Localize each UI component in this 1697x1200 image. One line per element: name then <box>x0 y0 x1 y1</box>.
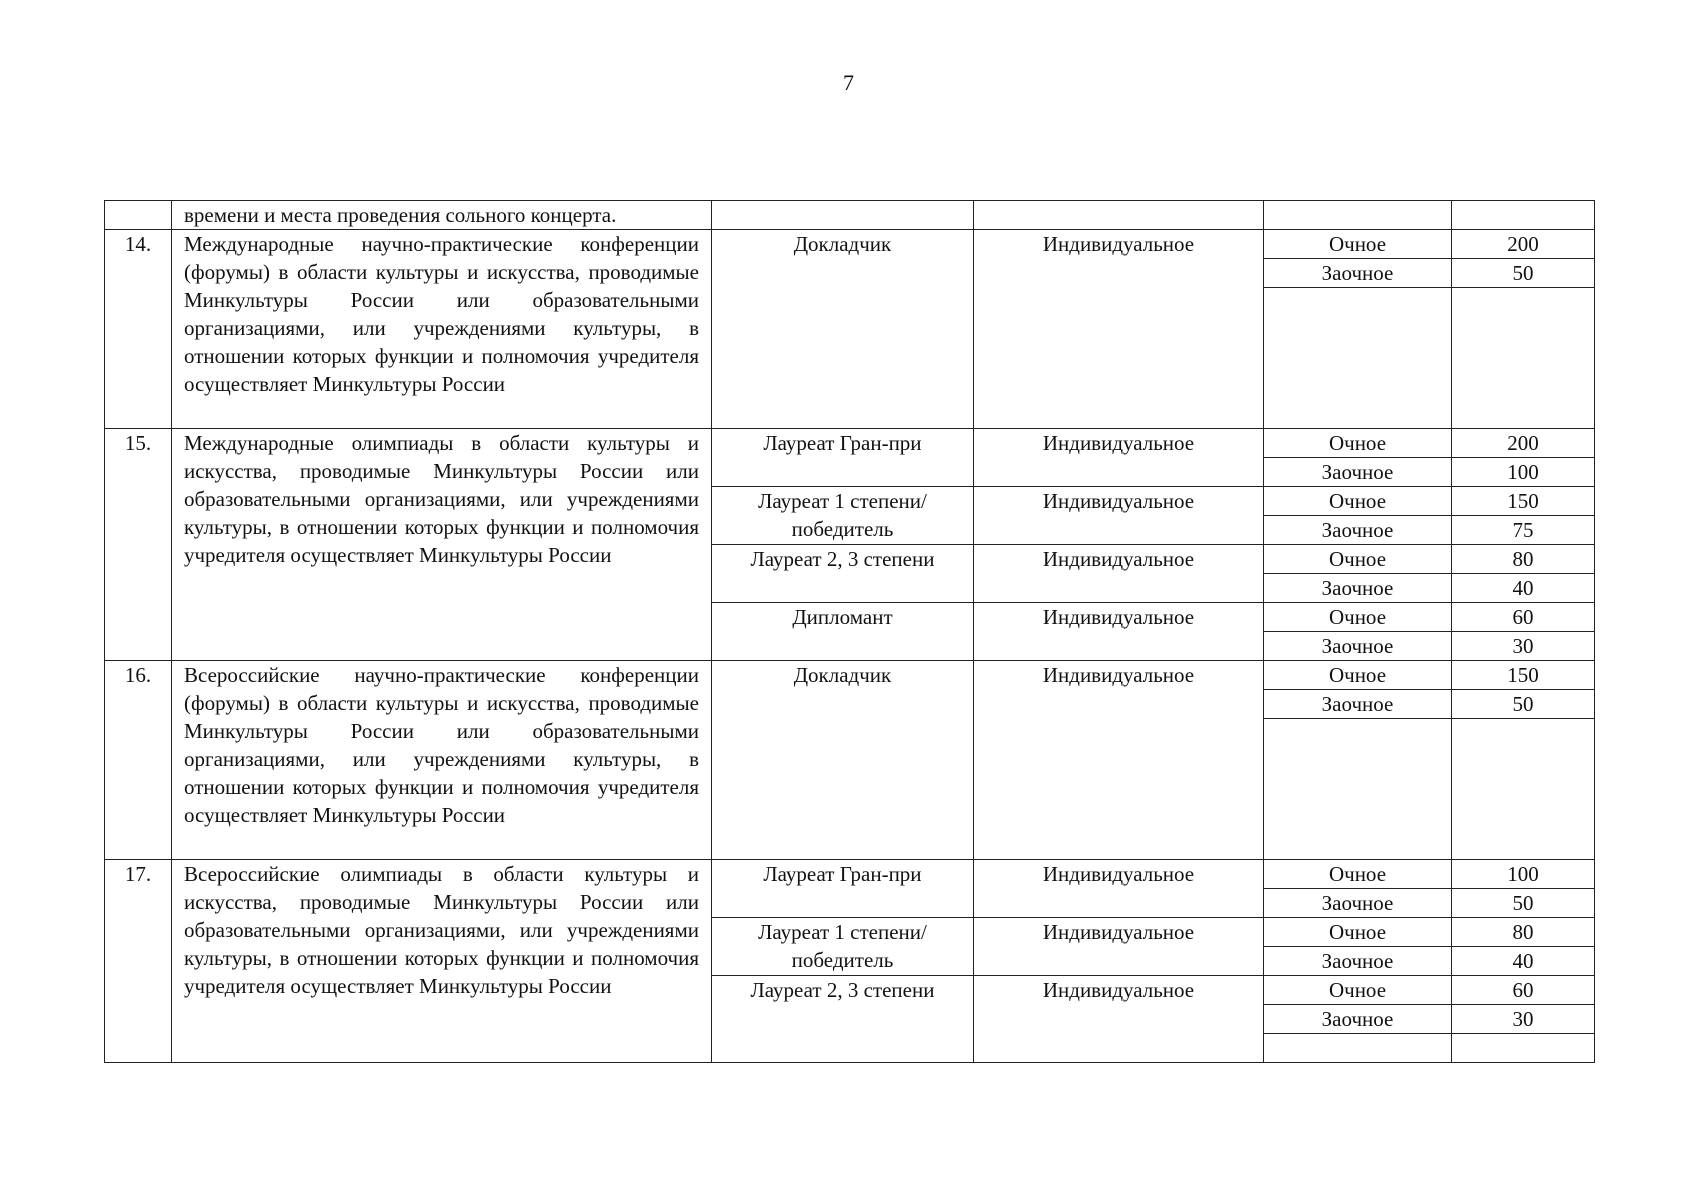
participation-form: Заочное <box>1264 574 1452 603</box>
participant-role: Лауреат Гран-при <box>712 429 974 487</box>
score-value: 50 <box>1452 690 1595 719</box>
score-value: 60 <box>1452 603 1595 632</box>
score-filler-cell <box>1452 288 1595 429</box>
score-value: 100 <box>1452 860 1595 889</box>
score-value: 40 <box>1452 574 1595 603</box>
form-filler-cell <box>1264 288 1452 429</box>
score-value: 100 <box>1452 458 1595 487</box>
participation-form: Очное <box>1264 661 1452 690</box>
carry-over-empty-cell <box>712 201 974 230</box>
form-filler-cell <box>1264 1034 1452 1063</box>
participation-form: Очное <box>1264 603 1452 632</box>
carry-over-empty-cell <box>974 201 1264 230</box>
carry-over-num-cell <box>105 201 172 230</box>
participation-form: Заочное <box>1264 889 1452 918</box>
participation-type: Индивидуальное <box>974 603 1264 661</box>
participation-type: Индивидуальное <box>974 487 1264 545</box>
participation-form: Очное <box>1264 429 1452 458</box>
participation-type: Индивидуальное <box>974 230 1264 429</box>
participation-form: Заочное <box>1264 516 1452 545</box>
page-number: 7 <box>843 70 854 95</box>
participation-type: Индивидуальное <box>974 860 1264 918</box>
score-value: 150 <box>1452 661 1595 690</box>
row-number: 17. <box>105 860 172 1063</box>
row-description <box>172 860 712 1063</box>
participation-form: Очное <box>1264 545 1452 574</box>
participation-type: Индивидуальное <box>974 976 1264 1063</box>
participation-form: Заочное <box>1264 947 1452 976</box>
carry-over-text: времени и места проведения сольного концерта. <box>172 201 712 230</box>
score-value: 200 <box>1452 429 1595 458</box>
row-number: 16. <box>105 661 172 860</box>
participation-form: Заочное <box>1264 458 1452 487</box>
participation-form: Заочное <box>1264 1005 1452 1034</box>
score-filler-cell <box>1452 1034 1595 1063</box>
carry-over-row <box>105 201 1595 230</box>
participation-type: Индивидуальное <box>974 918 1264 976</box>
participation-form: Очное <box>1264 976 1452 1005</box>
score-value: 50 <box>1452 889 1595 918</box>
participation-type: Индивидуальное <box>974 429 1264 487</box>
row-description-text: Международные олимпиады в области культуры и искусства, проводимые Минкультуры России или образовательными организациями, или учреждениями культуры, в отношении которых функции и полномочия учредителя осуществляет Минкультуры России <box>184 431 699 567</box>
score-value: 200 <box>1452 230 1595 259</box>
participant-role: Лауреат 1 степени/ победитель <box>712 918 974 976</box>
achievements-table <box>104 200 1595 1063</box>
score-filler-cell <box>1452 719 1595 860</box>
participation-type: Индивидуальное <box>974 545 1264 603</box>
score-value: 75 <box>1452 516 1595 545</box>
participation-type: Индивидуальное <box>974 661 1264 860</box>
row-description-text: Всероссийские научно-практические конференции (форумы) в области культуры и искусства, проводимые Минкультуры России или образовательными организациями, или учреждениями культуры, в отношении которых функции и полномочия учредителя осуществляет Минкультуры России <box>184 663 699 827</box>
score-value: 30 <box>1452 1005 1595 1034</box>
participant-role: Дипломант <box>712 603 974 661</box>
row-number: 14. <box>105 230 172 429</box>
participation-form: Очное <box>1264 860 1452 889</box>
carry-over-empty-cell <box>1264 201 1452 230</box>
score-value: 60 <box>1452 976 1595 1005</box>
score-value: 30 <box>1452 632 1595 661</box>
participation-form: Очное <box>1264 918 1452 947</box>
form-filler-cell <box>1264 719 1452 860</box>
participation-form: Очное <box>1264 230 1452 259</box>
row-number: 15. <box>105 429 172 661</box>
row-description <box>172 230 712 429</box>
table-row <box>105 860 1595 889</box>
participant-role: Лауреат 2, 3 степени <box>712 976 974 1063</box>
score-value: 40 <box>1452 947 1595 976</box>
table-row <box>105 230 1595 259</box>
participant-role: Докладчик <box>712 661 974 860</box>
row-description <box>172 661 712 860</box>
score-value: 80 <box>1452 545 1595 574</box>
table-row <box>105 661 1595 690</box>
participant-role: Лауреат 1 степени/ победитель <box>712 487 974 545</box>
participation-form: Очное <box>1264 487 1452 516</box>
carry-over-empty-cell <box>1452 201 1595 230</box>
score-value: 150 <box>1452 487 1595 516</box>
row-description <box>172 429 712 661</box>
participation-form: Заочное <box>1264 632 1452 661</box>
table-body <box>105 201 1595 1063</box>
participant-role: Лауреат Гран-при <box>712 860 974 918</box>
score-value: 80 <box>1452 918 1595 947</box>
score-value: 50 <box>1452 259 1595 288</box>
participant-role: Лауреат 2, 3 степени <box>712 545 974 603</box>
participant-role: Докладчик <box>712 230 974 429</box>
participation-form: Заочное <box>1264 690 1452 719</box>
participation-form: Заочное <box>1264 259 1452 288</box>
row-description-text: Международные научно-практические конференции (форумы) в области культуры и искусства, проводимые Минкультуры России или образовательными организациями, или учреждениями культуры, в отношении которых функции и полномочия учредителя осуществляет Минкультуры России <box>184 232 699 396</box>
table-row <box>105 429 1595 458</box>
row-description-text: Всероссийские олимпиады в области культуры и искусства, проводимые Минкультуры России или образовательными организациями, или учреждениями культуры, в отношении которых функции и полномочия учредителя осуществляет Минкультуры России <box>184 862 699 998</box>
